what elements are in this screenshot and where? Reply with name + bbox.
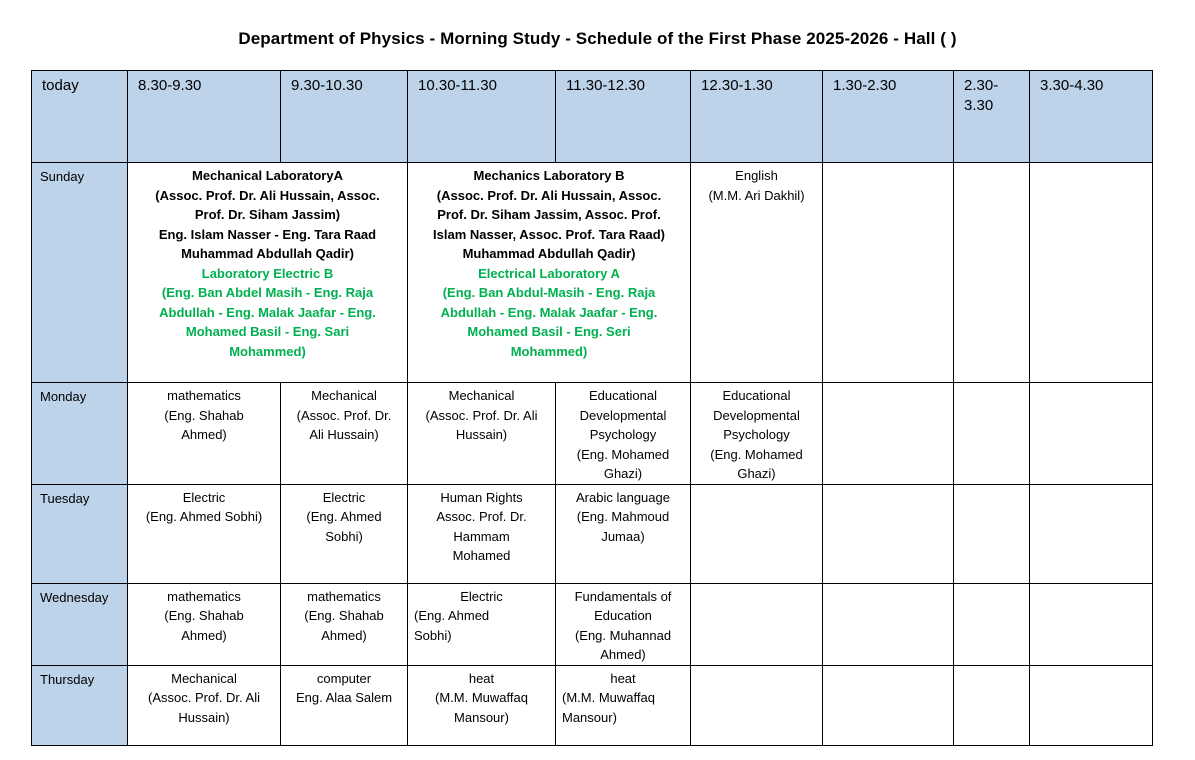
schedule-cell-tuesday-3 [556,484,691,583]
schedule-row-thursday [32,665,1153,745]
schedule-cell-wednesday-5 [823,583,954,665]
schedule-cell-sunday-5 [1030,163,1153,383]
course-text-line: Ahmed) [600,647,646,662]
course-text-line: (Eng. Ahmed [414,608,490,623]
course-text-line: (Eng. Mohamed [576,446,670,462]
course-text-line: (Eng. Shahab [164,407,244,423]
course-text-line: Ahmed) [321,627,367,643]
course-text-line: Educational [722,388,791,403]
course-text-line: Developmental [579,407,667,423]
course-text-line: (Eng. Muhannad [574,627,672,643]
day-label-thursday: Thursday [32,665,128,745]
course-text-line: Mohamed [452,548,511,563]
course-text-line: Laboratory Electric B [201,265,334,281]
time-header-6: 2.30-3.30 [954,71,1030,163]
schedule-cell-tuesday-0 [128,484,281,583]
schedule-cell-thursday-4 [691,665,823,745]
schedule-cell-wednesday-4 [691,583,823,665]
course-text-line: Hammam [453,528,510,544]
schedule-cell-sunday-0 [128,163,408,383]
course-text-line: Electric [182,489,226,505]
course-text-line: Mechanical LaboratoryA [192,168,343,183]
schedule-cell-sunday-4 [954,163,1030,383]
course-text-line: heat [610,670,636,686]
day-label-monday: Monday [32,383,128,485]
schedule-cell-thursday-5 [823,665,954,745]
course-text-line: Assoc. Prof. Dr. [436,509,527,524]
schedule-row-tuesday [32,484,1153,583]
course-text-line: Eng. Alaa Salem [295,690,393,705]
course-text-line: (Assoc. Prof. Dr. [296,407,392,423]
course-text-line: Mechanics Laboratory B [473,168,625,183]
schedule-cell-monday-2 [408,383,556,485]
course-text-line: Ghazi) [603,466,643,481]
schedule-cell-monday-4 [691,383,823,485]
course-text-line: Mechanical [171,670,237,686]
schedule-row-monday [32,383,1153,485]
schedule-row-sunday [32,163,1153,383]
schedule-cell-tuesday-6 [954,484,1030,583]
schedule-cell-thursday-7 [1030,665,1153,745]
schedule-cell-monday-0 [128,383,281,485]
course-text-line: Sobhi) [414,627,452,643]
course-text-line: Muhammad Abdullah Qadir) [462,246,636,261]
schedule-cell-thursday-1 [281,665,408,745]
day-label-tuesday: Tuesday [32,484,128,583]
time-header-0: 8.30-9.30 [128,71,281,163]
course-text-line: mathematics [167,588,241,604]
course-text-line: Abdullah - Eng. Malak Jaafar - Eng. [159,304,376,320]
schedule-cell-tuesday-7 [1030,484,1153,583]
schedule-cell-wednesday-1 [281,583,408,665]
page-title: Department of Physics - Morning Study - Schedule of the First Phase 2025-2026 - Hall ( ) [238,29,957,48]
course-text-line: Hussain) [455,427,508,442]
course-text-line: (Assoc. Prof. Dr. Ali Hussain, Assoc. [155,187,380,203]
course-text-line: (M.M. Muwaffaq [435,690,528,705]
course-text-line: Muhammad Abdullah Qadir) [181,246,354,261]
course-text-line: Ali Hussain) [309,427,379,442]
course-text-line: Mohammed) [510,343,588,359]
schedule-cell-wednesday-7 [1030,583,1153,665]
course-text-line: (Assoc. Prof. Dr. Ali [425,407,538,423]
course-text-line: Eng. Islam Nasser - Eng. Tara Raad [158,226,377,242]
schedule-cell-wednesday-6 [954,583,1030,665]
schedule-cell-wednesday-2 [408,583,556,665]
schedule-cell-thursday-0 [128,665,281,745]
schedule-cell-wednesday-0 [128,583,281,665]
schedule-cell-tuesday-1 [281,484,408,583]
course-text-line: (Eng. Mahmoud [576,509,670,524]
schedule-body [32,163,1153,746]
course-text-line: Mechanical [311,388,377,403]
schedule-cell-monday-7 [1030,383,1153,485]
day-label-sunday: Sunday [32,163,128,383]
course-text-line: (M.M. Ari Dakhil) [708,187,805,203]
time-header-1: 9.30-10.30 [281,71,408,163]
course-text-line: Islam Nasser, Assoc. Prof. Tara Raad) [433,226,665,242]
schedule-cell-thursday-6 [954,665,1030,745]
course-text-line: Fundamentals of [574,588,672,604]
course-text-line: (Eng. Shahab [304,608,384,623]
time-header-3: 11.30-12.30 [556,71,691,163]
course-text-line: Prof. Dr. Siham Jassim) [194,207,341,222]
course-text-line: Ahmed) [181,627,227,643]
course-text-line: Education [594,608,652,623]
course-text-line: Mohamed Basil - Eng. Seri [467,324,631,339]
course-text-line: mathematics [167,388,241,403]
course-text-line: (Eng. Ban Abdel Masih - Eng. Raja [161,285,374,300]
course-text-line: heat [468,670,495,686]
schedule-cell-tuesday-2 [408,484,556,583]
schedule-cell-thursday-2 [408,665,556,745]
course-text-line: Sobhi) [325,528,363,544]
course-text-line: Hussain) [178,709,230,725]
time-header-7: 3.30-4.30 [1030,71,1153,163]
time-header-4: 12.30-1.30 [691,71,823,163]
course-text-line: Prof. Dr. Siham Jassim, Assoc. Prof. [437,207,661,222]
course-text-line: Electrical Laboratory A [478,265,620,281]
course-text-line: Developmental [713,407,800,423]
schedule-cell-monday-1 [281,383,408,485]
time-header-2: 10.30-11.30 [408,71,556,163]
day-label-wednesday: Wednesday [32,583,128,665]
schedule-table-container [31,70,1195,746]
course-text-line: (Eng. Ahmed Sobhi) [145,509,263,524]
course-text-line: computer [316,670,372,686]
course-text-line: Psychology [723,427,790,442]
course-text-line: mathematics [307,588,381,604]
schedule-cell-sunday-2 [691,163,823,383]
schedule-cell-sunday-1 [408,163,691,383]
course-text-line: Ahmed) [181,427,227,442]
course-text-line: Educational [589,388,657,403]
course-text-line: English [735,168,778,183]
schedule-row-wednesday [32,583,1153,665]
course-text-line: Mansour) [562,709,617,725]
course-text-line: (Eng. Ban Abdul-Masih - Eng. Raja [442,285,656,300]
schedule-cell-monday-6 [954,383,1030,485]
course-text-line: Mohammed) [229,343,306,359]
course-text-line: Electric [460,588,503,604]
time-header-row [32,71,1153,163]
schedule-cell-sunday-3 [823,163,954,383]
course-text-line: Mohamed Basil - Eng. Sari [185,324,350,339]
time-header-5: 1.30-2.30 [823,71,954,163]
course-text-line: Mechanical [448,388,515,403]
course-text-line: (Eng. Ahmed [306,509,382,524]
course-text-line: Ghazi) [737,466,776,481]
schedule-cell-thursday-3 [556,665,691,745]
schedule-table [31,70,1153,746]
schedule-cell-wednesday-3 [556,583,691,665]
course-text-line: (Eng. Shahab [164,608,244,623]
course-text-line: Mansour) [454,709,509,725]
course-text-line: (Eng. Mohamed [710,446,803,462]
course-text-line: (Assoc. Prof. Dr. Ali Hussain, Assoc. [436,187,662,203]
course-text-line: Abdullah - Eng. Malak Jaafar - Eng. [440,304,658,320]
course-text-line: Psychology [589,427,657,442]
schedule-cell-tuesday-4 [691,484,823,583]
schedule-cell-monday-5 [823,383,954,485]
course-text-line: (M.M. Muwaffaq [562,690,655,705]
course-text-line: Arabic language [576,489,670,505]
course-text-line: Electric [322,489,366,505]
schedule-cell-monday-3 [556,383,691,485]
course-text-line: (Assoc. Prof. Dr. Ali [148,690,260,705]
schedule-cell-tuesday-5 [823,484,954,583]
corner-header-today: today [32,71,128,163]
course-text-line: Jumaa) [601,528,645,544]
course-text-line: Human Rights [440,489,523,505]
